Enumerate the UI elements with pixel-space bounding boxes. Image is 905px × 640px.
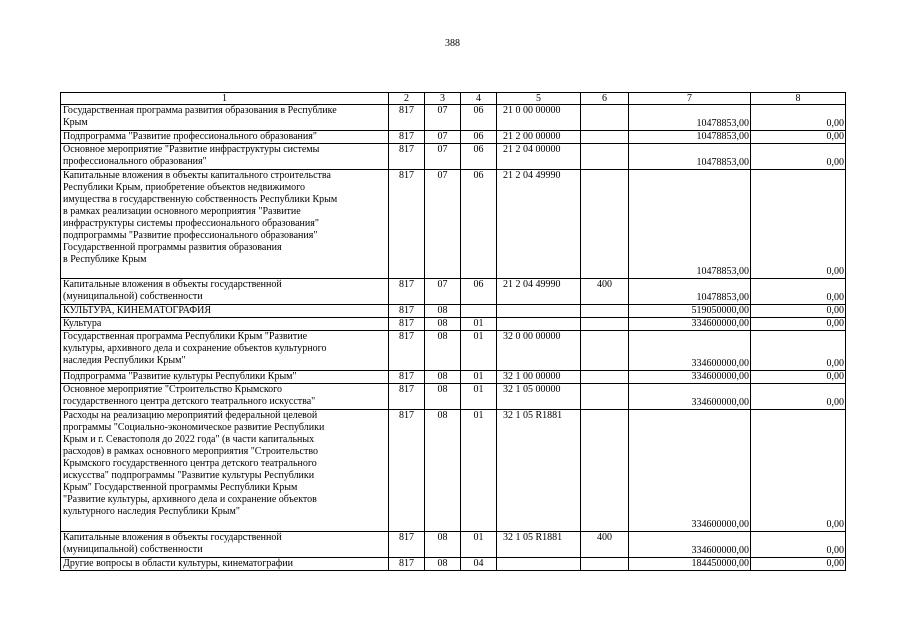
target-article-cell: 21 2 00 00000 [497, 131, 581, 144]
target-article-cell: 32 1 00 00000 [497, 371, 581, 384]
amount-cell: 0,00 [751, 371, 846, 384]
code-cell: 817 [389, 131, 425, 144]
row-name-cell: Капитальные вложения в объекты государственной (муниципальной) собственности [61, 532, 389, 558]
table-row [61, 371, 846, 384]
amount-cell: 0,00 [751, 384, 846, 410]
target-article-cell [497, 558, 581, 571]
table-row [61, 279, 846, 305]
amount-cell: 0,00 [751, 305, 846, 318]
target-article-cell: 32 1 05 R1881 [497, 532, 581, 558]
expense-type-cell [581, 558, 629, 571]
table-row [61, 318, 846, 331]
row-name-cell: Культура [61, 318, 389, 331]
code-cell: 817 [389, 331, 425, 371]
target-article-cell [497, 305, 581, 318]
amount-cell: 334600000,00 [629, 318, 751, 331]
expense-type-cell [581, 318, 629, 331]
amount-cell: 334600000,00 [629, 410, 751, 532]
amount-cell: 0,00 [751, 558, 846, 571]
table-row [61, 144, 846, 170]
expense-type-cell [581, 331, 629, 371]
subsection-cell [461, 305, 497, 318]
subsection-cell: 06 [461, 170, 497, 279]
code-cell: 817 [389, 384, 425, 410]
code-cell: 817 [389, 371, 425, 384]
code-cell: 817 [389, 105, 425, 131]
subsection-cell: 06 [461, 105, 497, 131]
code-cell: 817 [389, 305, 425, 318]
section-cell: 08 [425, 410, 461, 532]
amount-cell: 0,00 [751, 279, 846, 305]
amount-cell: 0,00 [751, 532, 846, 558]
subsection-cell: 01 [461, 532, 497, 558]
code-cell: 817 [389, 410, 425, 532]
expense-type-cell: 400 [581, 532, 629, 558]
row-name-cell: Капитальные вложения в объекты государственной (муниципальной) собственности [61, 279, 389, 305]
section-cell: 08 [425, 331, 461, 371]
amount-cell: 10478853,00 [629, 105, 751, 131]
subsection-cell: 01 [461, 331, 497, 371]
expense-type-cell [581, 170, 629, 279]
subsection-cell: 01 [461, 371, 497, 384]
subsection-cell: 01 [461, 384, 497, 410]
subsection-cell: 06 [461, 279, 497, 305]
section-cell: 07 [425, 131, 461, 144]
row-name-cell: Основное мероприятие "Развитие инфраструктуры системы профессионального образования" [61, 144, 389, 170]
table-row [61, 331, 846, 371]
page-number: 388 [445, 38, 460, 49]
section-cell: 08 [425, 305, 461, 318]
expense-type-cell [581, 144, 629, 170]
amount-cell: 0,00 [751, 144, 846, 170]
subsection-cell: 06 [461, 131, 497, 144]
target-article-cell: 32 1 05 00000 [497, 384, 581, 410]
column-header: 4 [461, 93, 497, 105]
target-article-cell: 21 0 00 00000 [497, 105, 581, 131]
section-cell: 08 [425, 558, 461, 571]
target-article-cell: 32 1 05 R1881 [497, 410, 581, 532]
section-cell: 08 [425, 532, 461, 558]
amount-cell: 334600000,00 [629, 532, 751, 558]
amount-cell: 0,00 [751, 170, 846, 279]
section-cell: 08 [425, 371, 461, 384]
row-name-cell: Государственная программа развития образования в Республике Крым [61, 105, 389, 131]
amount-cell: 10478853,00 [629, 279, 751, 305]
table-row [61, 384, 846, 410]
table-row [61, 105, 846, 131]
amount-cell: 334600000,00 [629, 371, 751, 384]
expense-type-cell [581, 384, 629, 410]
row-name-cell: Государственная программа Республики Крым "Развитие культуры, архивного дела и сохранение объектов культурного наследия Республики Крым" [61, 331, 389, 371]
amount-cell: 0,00 [751, 131, 846, 144]
target-article-cell [497, 318, 581, 331]
subsection-cell: 01 [461, 318, 497, 331]
table-row [61, 131, 846, 144]
expense-type-cell [581, 305, 629, 318]
section-cell: 07 [425, 144, 461, 170]
section-cell: 07 [425, 105, 461, 131]
row-name-cell: Подпрограмма "Развитие профессионального образования" [61, 131, 389, 144]
amount-cell: 10478853,00 [629, 170, 751, 279]
column-header: 2 [389, 93, 425, 105]
target-article-cell: 21 2 04 49990 [497, 170, 581, 279]
subsection-cell: 06 [461, 144, 497, 170]
target-article-cell: 21 2 04 00000 [497, 144, 581, 170]
expense-type-cell: 400 [581, 279, 629, 305]
code-cell: 817 [389, 170, 425, 279]
expense-type-cell [581, 410, 629, 532]
subsection-cell: 04 [461, 558, 497, 571]
table-body [61, 93, 846, 571]
amount-cell: 0,00 [751, 318, 846, 331]
table-row [61, 532, 846, 558]
budget-table [60, 92, 846, 571]
column-header: 8 [751, 93, 846, 105]
code-cell: 817 [389, 279, 425, 305]
code-cell: 817 [389, 318, 425, 331]
column-header: 5 [497, 93, 581, 105]
section-cell: 07 [425, 279, 461, 305]
code-cell: 817 [389, 558, 425, 571]
table-row [61, 305, 846, 318]
amount-cell: 334600000,00 [629, 331, 751, 371]
column-header: 1 [61, 93, 389, 105]
amount-cell: 334600000,00 [629, 384, 751, 410]
column-header: 3 [425, 93, 461, 105]
row-name-cell: Другие вопросы в области культуры, кинематографии [61, 558, 389, 571]
target-article-cell: 32 0 00 00000 [497, 331, 581, 371]
expense-type-cell [581, 371, 629, 384]
section-cell: 07 [425, 170, 461, 279]
row-name-cell: Расходы на реализацию мероприятий федеральной целевой программы "Социально-экономическое развитие Республики Крым и г. Севастополя до 2022 года" (в части капитальных расходов) в рамках основного мероприятия "Строительство Крымского государственного центра детского театрального искусства" подпрограммы "Развитие культуры Республики Крым" Государственной программы Республики Крым "Развитие культуры, архивного дела и сохранение объектов культурного наследия Республики Крым" [61, 410, 389, 532]
amount-cell: 10478853,00 [629, 131, 751, 144]
subsection-cell: 01 [461, 410, 497, 532]
target-article-cell: 21 2 04 49990 [497, 279, 581, 305]
table-row [61, 410, 846, 532]
row-name-cell: КУЛЬТУРА, КИНЕМАТОГРАФИЯ [61, 305, 389, 318]
table-row [61, 558, 846, 571]
table-row [61, 170, 846, 279]
amount-cell: 519050000,00 [629, 305, 751, 318]
amount-cell: 184450000,00 [629, 558, 751, 571]
row-name-cell: Капитальные вложения в объекты капитального строительства Республики Крым, приобретение объектов недвижимого имущества в государственную собственность Республики Крым в рамках реализации основного мероприятия "Развитие инфраструктуры системы профессионального образования" подпрограммы "Развитие профессионального образования" Государственной программы развития образования в Республике Крым [61, 170, 389, 279]
expense-type-cell [581, 131, 629, 144]
section-cell: 08 [425, 318, 461, 331]
amount-cell: 0,00 [751, 105, 846, 131]
amount-cell: 10478853,00 [629, 144, 751, 170]
column-header: 6 [581, 93, 629, 105]
code-cell: 817 [389, 532, 425, 558]
amount-cell: 0,00 [751, 410, 846, 532]
code-cell: 817 [389, 144, 425, 170]
table-header-row [61, 93, 846, 105]
row-name-cell: Подпрограмма "Развитие культуры Республики Крым" [61, 371, 389, 384]
column-header: 7 [629, 93, 751, 105]
expense-type-cell [581, 105, 629, 131]
amount-cell: 0,00 [751, 331, 846, 371]
row-name-cell: Основное мероприятие "Строительство Крымского государственного центра детского театрального искусства" [61, 384, 389, 410]
section-cell: 08 [425, 384, 461, 410]
